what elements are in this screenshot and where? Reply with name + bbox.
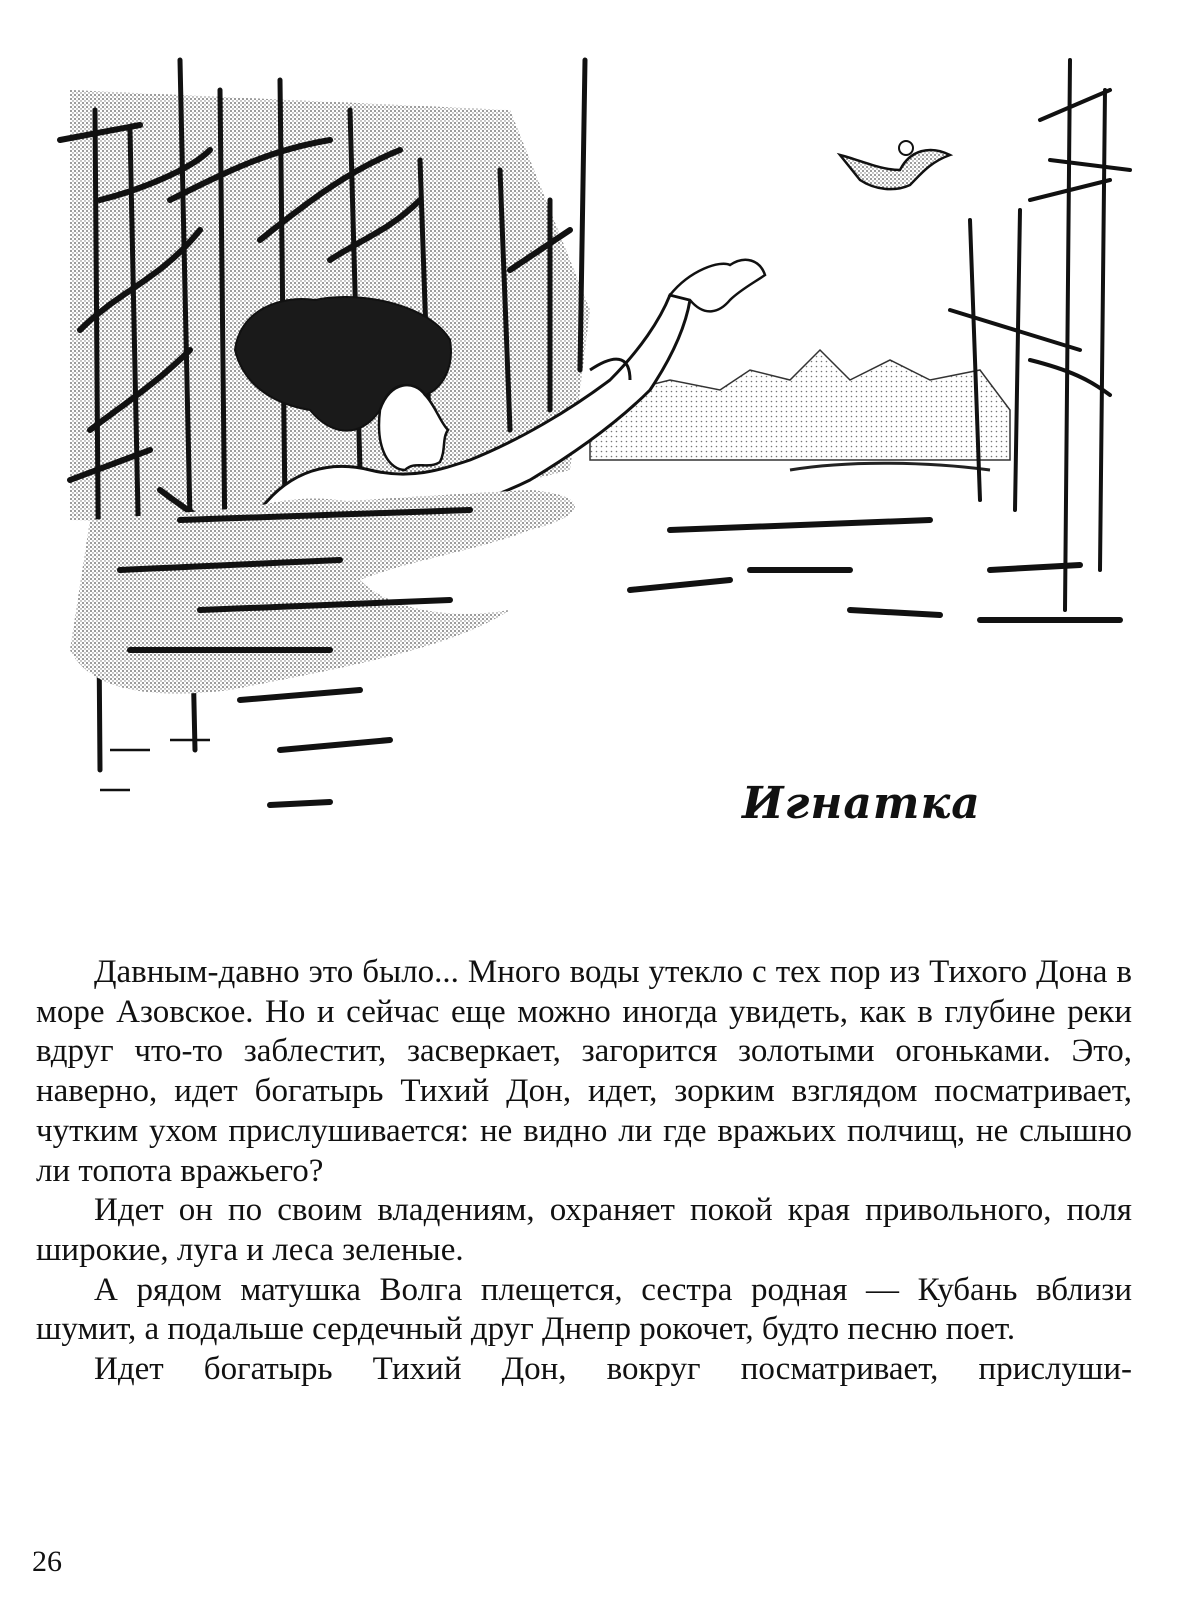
right-reeds: [950, 60, 1130, 610]
story-title: Игнатка: [742, 778, 981, 829]
paragraph: Давным-давно это было... Много воды утекло с тех пор из Тихого Дона в море Азовское. Но и сейчас еще можно иногда увидеть, как в глубине реки вдруг что-то заблестит, засверкает, загорится золотыми огоньками. Это, наверно, идет богатырь Тихий Дон, идет, зорким взглядом посматривает, чутким ухом прислушивается: не видно ли где вражьих полчищ, не слышно ли топота вражьего?: [36, 954, 1132, 1189]
page-number: 26: [32, 1545, 62, 1578]
bird: [840, 141, 950, 189]
paragraph: Идет богатырь Тихий Дон, вокруг посматривает, прислуши-: [94, 1351, 1132, 1388]
paragraph: А рядом матушка Волга плещется, сестра родная — Кубань вблизи шумит, а подальше сердечный друг Днепр рокочет, будто песню поет.: [36, 1271, 1132, 1348]
water: [70, 490, 1120, 805]
story-text: [36, 953, 1132, 1390]
paragraph: Идет он по своим владениям, охраняет покой края привольного, поля широкие, луга и леса зеленые.: [36, 1192, 1132, 1268]
river-illustration: [30, 50, 1170, 840]
